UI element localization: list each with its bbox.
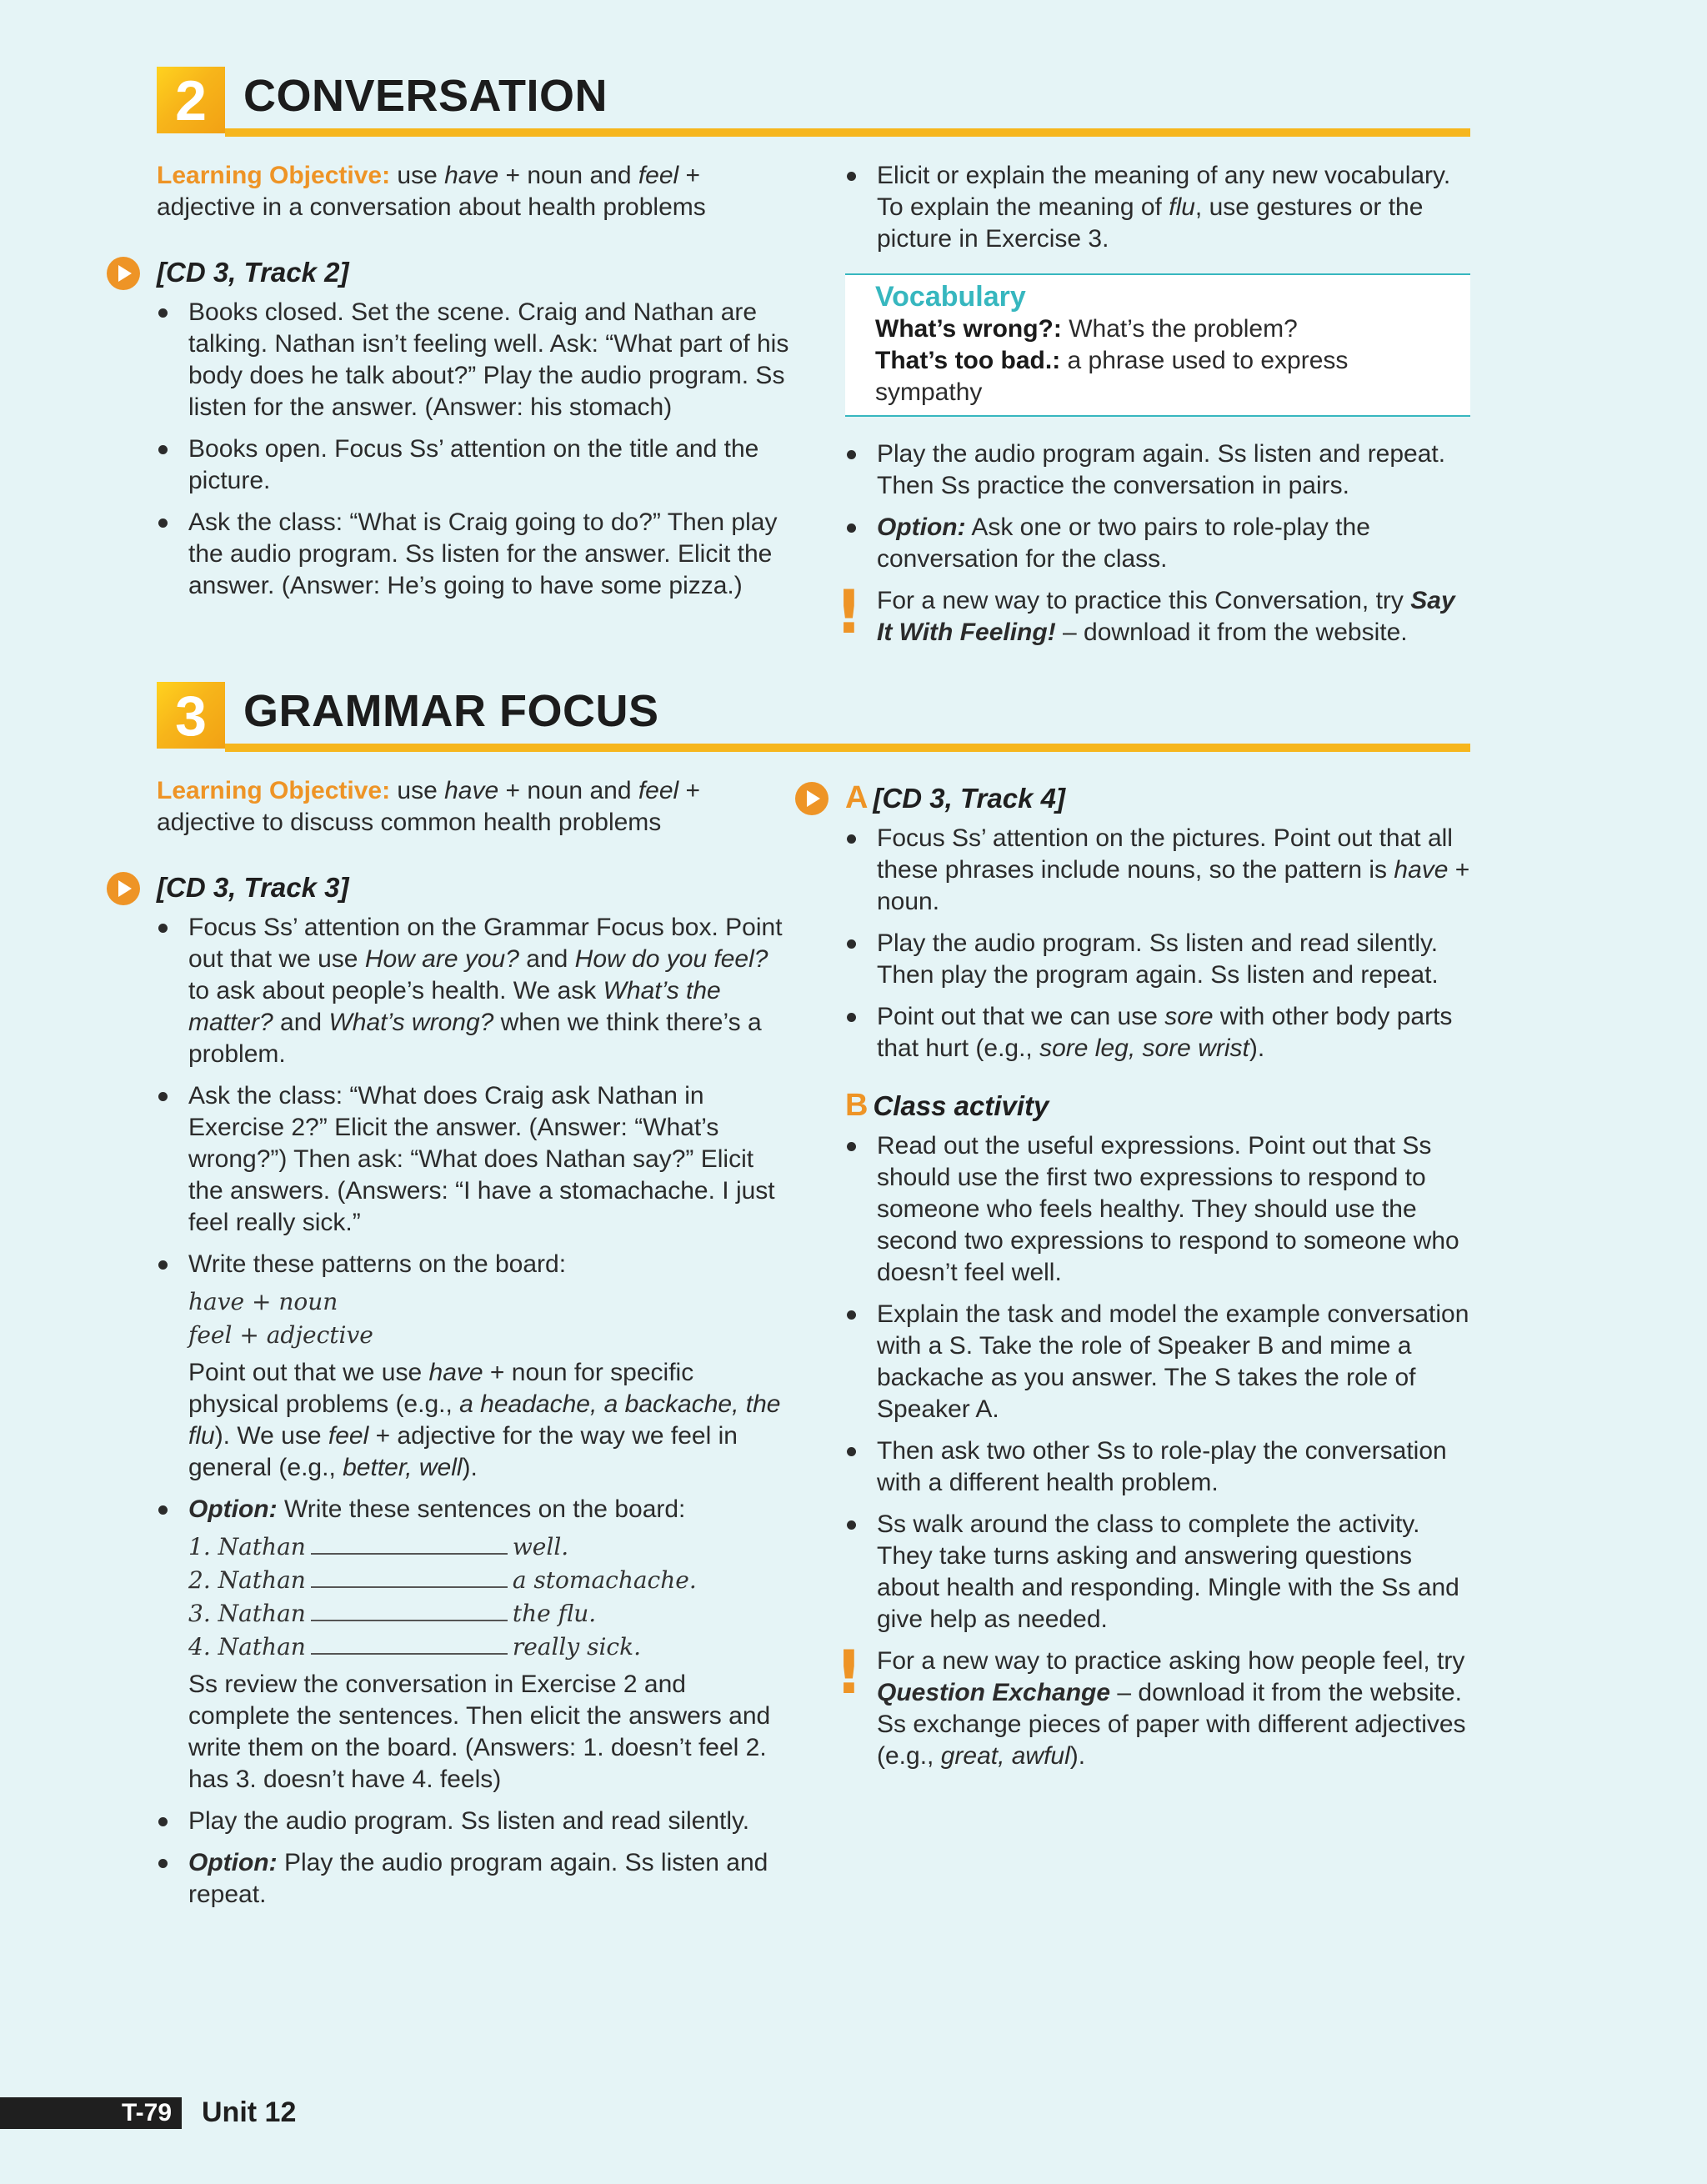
exclamation-icon: ! bbox=[835, 577, 863, 647]
sentence-instructions: Ss review the conversation in Exercise 2 and complete the sentences. Then elicit the answers and write them on the board. (Answers: 1. doesn’t feel 2. has 3. doesn’t have 4. feels) bbox=[188, 1671, 771, 1793]
lo-text: have bbox=[444, 162, 499, 189]
list-item: Focus Ss’ attention on the pictures. Point out that all these phrases include nouns, so the pattern is have + noun. bbox=[845, 823, 1470, 918]
lo-label: Learning Objective: bbox=[157, 162, 391, 189]
list-item: Write these patterns on the board: have + noun feel + adjective Point out that we use have + noun for specific physical problems (e.g., a headache, a backache, the flu). We use feel + adjective for the way we feel in general (e.g., better, well). bbox=[157, 1249, 790, 1484]
track-label: [CD 3, Track 2] bbox=[157, 257, 349, 288]
part-letter: A bbox=[845, 780, 869, 815]
list-item: Ask the class: “What does Craig ask Nathan in Exercise 2?” Elicit the answer. (Answer: “What’s wrong?”) Then ask: “What does Nathan say?” Elicit the answers. (Answers: “I have a stomachache. I just feel really sick.” bbox=[157, 1080, 790, 1239]
lo-text: adjective in a conversation about health problems bbox=[157, 193, 706, 221]
board-sentences bbox=[188, 1530, 790, 1664]
sentence: 1. Nathan well. bbox=[188, 1533, 569, 1560]
list-item: Explain the task and model the example conversation with a S. Take the role of Speaker B and mime a backache as you answer. The S takes the role of Speaker A. bbox=[845, 1299, 1470, 1425]
header-rule bbox=[225, 744, 1470, 752]
audio-track-heading bbox=[157, 257, 790, 288]
page-number: T-79 bbox=[0, 2097, 182, 2129]
bullet-list bbox=[845, 160, 1470, 255]
list-item: Play the audio program again. Ss listen and repeat. Then Ss practice the conversation in pairs. bbox=[845, 438, 1470, 502]
bullet-list bbox=[845, 823, 1470, 1064]
section-3-right-column bbox=[835, 780, 1470, 1772]
part-b-heading bbox=[845, 1089, 1470, 1122]
learning-objective bbox=[157, 160, 790, 223]
sentence: 2. Nathan a stomachache. bbox=[188, 1566, 697, 1594]
part-a-heading bbox=[845, 782, 1470, 814]
list-item: Books closed. Set the scene. Craig and Nathan are talking. Nathan isn’t feeling well. Ask: “What part of his body does he talk about?” Play the audio program. Ss listen for the answer. (Answer: his stomach) bbox=[157, 297, 790, 423]
list-item: Option: Ask one or two pairs to role-play the conversation for the class. bbox=[845, 512, 1470, 575]
section-3-left-column bbox=[157, 775, 790, 1921]
section-2-left-column bbox=[157, 160, 790, 612]
exclamation-icon: ! bbox=[835, 1637, 863, 1707]
vocabulary-item: That’s too bad.: a phrase used to express sympathy bbox=[875, 347, 1349, 406]
list-item: Ss walk around the class to complete the activity. They take turns asking and answering questions about health and responding. Mingle with the Ss and give help as needed. bbox=[845, 1509, 1470, 1635]
list-item: Elicit or explain the meaning of any new vocabulary. To explain the meaning of flu, use gestures or the picture in Exercise 3. bbox=[845, 160, 1470, 255]
play-icon[interactable] bbox=[107, 872, 140, 905]
part-letter: B bbox=[845, 1088, 869, 1123]
play-icon[interactable] bbox=[795, 782, 828, 815]
section-2-right-column bbox=[835, 160, 1470, 649]
section-3-header bbox=[157, 682, 1470, 752]
list-item: Point out that we can use sore with other body parts that hurt (e.g., sore leg, sore wrist). bbox=[845, 1001, 1470, 1064]
list-item: Play the audio program. Ss listen and read silently. Then play the program again. Ss listen and repeat. bbox=[845, 928, 1470, 991]
track-label: [CD 3, Track 4] bbox=[873, 783, 1065, 814]
vocabulary-item: What’s wrong?: What’s the problem? bbox=[875, 315, 1298, 343]
pattern-explanation: Point out that we use have + noun for specific physical problems (e.g., a headache, a backache, the flu). We use feel + adjective for the way we feel in general (e.g., better, well). bbox=[188, 1359, 781, 1481]
learning-objective: Learning Objective: use have + noun and feel + adjective to discuss common health problems bbox=[157, 777, 701, 836]
sentence: 3. Nathan the flu. bbox=[188, 1600, 597, 1627]
lo-label: Learning Objective: bbox=[157, 777, 391, 804]
audio-track-heading bbox=[157, 872, 790, 904]
bullet-list bbox=[157, 297, 790, 602]
lo-text: + bbox=[678, 162, 701, 189]
bullet-list bbox=[845, 438, 1470, 575]
list-item: Ask the class: “What is Craig going to do?” Then play the audio program. Ss listen for the answer. Elicit the answer. (Answer: He’s going to have some pizza.) bbox=[157, 507, 790, 602]
track-label: [CD 3, Track 3] bbox=[157, 872, 349, 903]
play-icon[interactable] bbox=[107, 257, 140, 290]
teaching-tip: ! For a new way to practice this Conversation, try Say It With Feeling! – download it from the website. bbox=[835, 577, 1455, 647]
section-2-header bbox=[157, 67, 1470, 137]
vocabulary-box bbox=[845, 273, 1470, 417]
section-number: 2 bbox=[157, 67, 225, 133]
unit-label: Unit 12 bbox=[202, 2096, 297, 2128]
list-item: Play the audio program. Ss listen and read silently. bbox=[157, 1806, 790, 1837]
lo-text: feel bbox=[638, 162, 679, 189]
section-title: GRAMMAR FOCUS bbox=[243, 686, 659, 736]
bullet-list bbox=[157, 912, 790, 1911]
lo-text: use bbox=[390, 162, 445, 189]
list-item: Then ask two other Ss to role-play the conversation with a different health problem. bbox=[845, 1435, 1470, 1499]
list-item: Focus Ss’ attention on the Grammar Focus box. Point out that we use How are you? and How do you feel? to ask about people’s health. We ask What’s the matter? and What’s wrong? when we think there’s a problem. bbox=[157, 912, 790, 1070]
bullet-list bbox=[845, 1130, 1470, 1635]
lo-text: + noun and bbox=[498, 162, 638, 189]
section-title: CONVERSATION bbox=[243, 71, 608, 121]
section-number: 3 bbox=[157, 682, 225, 749]
list-item: Option: Write these sentences on the board: 1. Nathan well. 2. Nathan a stomachache. 3. Nathan the flu. 4. Nathan really sick. Ss review the conversation in Exercise 2 and complete the sentences. Then elicit the answers and write them on the board. (Answers: 1. doesn’t feel 2. has 3. doesn’t have 4. feels) bbox=[157, 1494, 790, 1796]
header-rule bbox=[225, 128, 1470, 137]
teaching-tip: ! For a new way to practice asking how people feel, try Question Exchange – download it from the website. Ss exchange pieces of paper with different adjectives (e.g., great, awful). bbox=[835, 1637, 1466, 1770]
sentence: 4. Nathan really sick. bbox=[188, 1633, 641, 1661]
board-patterns: have + noun feel + adjective bbox=[188, 1288, 373, 1349]
list-item: Books open. Focus Ss’ attention on the title and the picture. bbox=[157, 433, 790, 497]
vocabulary-title: Vocabulary bbox=[875, 281, 1026, 313]
list-item: Read out the useful expressions. Point out that Ss should use the first two expressions to respond to someone who feels healthy. They should use the second two expressions to respond to someone who doesn’t feel well. bbox=[845, 1130, 1470, 1289]
part-title: Class activity bbox=[873, 1090, 1049, 1121]
list-item: Option: Play the audio program again. Ss listen and repeat. bbox=[157, 1847, 790, 1911]
